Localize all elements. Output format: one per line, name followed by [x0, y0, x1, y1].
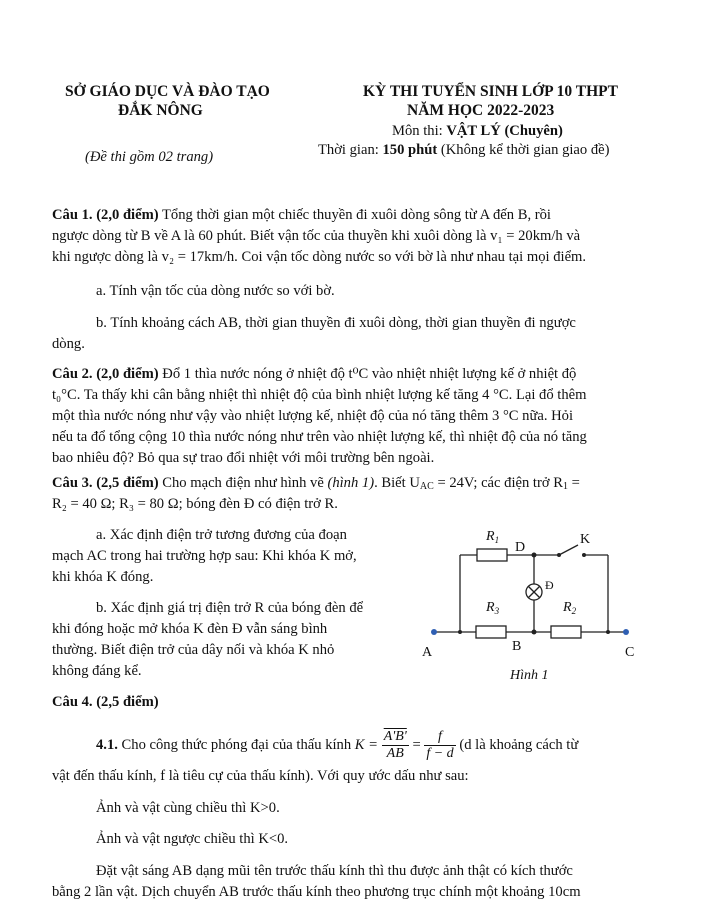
formula-k: K =	[354, 737, 379, 753]
question-3a-line: khi khóa K đóng.	[52, 569, 154, 585]
label-c: C	[625, 645, 635, 660]
label-b: B	[512, 639, 522, 654]
question-2-line: một thìa nước nóng như vậy vào nhiệt lượng kế, nhiệt độ của nó tăng thêm 3 °C nữa. Hỏi	[52, 408, 574, 424]
school-year: NĂM HỌC 2022-2023	[407, 102, 555, 119]
question-2-line: bao nhiêu độ? Bỏ qua sự trao đổi nhiệt với môi trường bên ngoài.	[52, 450, 435, 466]
question-4-1-line: Đặt vật sáng AB dạng mũi tên trước thấu kính thì thu được ảnh thật có kích thước	[96, 863, 573, 879]
question-3a-line: mạch AC trong hai trường hợp sau: Khi khóa K mở,	[52, 548, 357, 564]
sign-rule-2: Ảnh và vật ngược chiều thì K<0.	[96, 831, 289, 847]
sign-rule-1: Ảnh và vật cùng chiều thì K>0.	[96, 800, 280, 816]
node-junction	[458, 630, 462, 634]
node-junction	[606, 630, 610, 634]
question-2-line: t₀°C. Ta thấy khi cân bằng nhiệt thì nhiệt độ của bình nhiệt lượng kế tăng 4 °C. Lại đổ thêm	[52, 387, 587, 403]
fraction-magnification: $\frac{A'B'}{AB}$	[383, 729, 407, 762]
node-b	[532, 630, 537, 635]
question-4-1-label: 4.1.	[96, 737, 118, 753]
label-a: A	[422, 645, 433, 660]
question-3-label: Câu 3. (2,5 điểm)	[52, 475, 159, 491]
question-3b-line: không đáng kể.	[52, 663, 142, 679]
question-3a: a. Xác định điện trở tương đương của đoạn	[96, 527, 347, 543]
terminal-a	[431, 629, 437, 635]
label-lamp: Đ	[545, 578, 554, 592]
resistor-r2	[551, 626, 581, 638]
province-name: ĐẮK NÔNG	[118, 102, 203, 119]
subject-line: Môn thi: VẬT LÝ (Chuyên)	[392, 123, 563, 139]
question-4-1: 4.1. Cho công thức phóng đại của thấu kính K = $\frac{A'B'}{AB}$ = $\frac{f}{f - d}$ (d là khoảng cách từ	[96, 729, 579, 762]
resistor-r3	[476, 626, 506, 638]
question-1b-cont: dòng.	[52, 336, 85, 352]
question-3b-line: thường. Biết điện trở của dây nối và khóa K nhỏ	[52, 642, 335, 658]
node-d	[532, 553, 537, 558]
terminal-c	[623, 629, 629, 635]
question-1b: b. Tính khoảng cách AB, thời gian thuyền đi xuôi dòng, thời gian thuyền đi ngược	[96, 315, 576, 331]
question-1-label: Câu 1. (2,0 điểm)	[52, 207, 159, 223]
label-r2: $R_2$	[563, 600, 577, 616]
label-r3: $R_3$	[486, 600, 500, 616]
circuit-diagram	[418, 522, 648, 692]
question-1a: a. Tính vận tốc của dòng nước so với bờ.	[96, 283, 335, 299]
question-2-label: Câu 2. (2,0 điểm)	[52, 366, 159, 382]
resistor-r1	[477, 549, 507, 561]
question-3-line1: Câu 3. (2,5 điểm) Cho mạch điện như hình vẽ (hình 1). Biết $U_{AC} = 24V$; các điện trở $R_1$ =	[52, 475, 580, 492]
department-name: SỞ GIÁO DỤC VÀ ĐÀO TẠO	[65, 83, 270, 100]
question-1-line: ngược dòng từ B về A là 60 phút. Biết vận tốc của thuyền khi xuôi dòng là v₁ = 20km/h và	[52, 228, 581, 244]
question-2-text: Đổ 1 thìa nước nóng ở nhiệt độ t⁰C vào nhiệt nhiệt lượng kế ở nhiệt độ	[158, 366, 577, 382]
label-r1: $R_1$	[486, 529, 500, 545]
switch-contact	[582, 553, 586, 557]
question-2-line: nếu ta đổ tổng cộng 10 thìa nước nóng như trên vào nhiệt lượng kế, thì nhiệt độ của nó tăng	[52, 429, 587, 445]
question-1	[52, 205, 652, 268]
exam-title: KỲ THI TUYỂN SINH LỚP 10 THPT	[363, 83, 618, 100]
question-4-1-line: bằng 2 lần vật. Dịch chuyển AB trước thấu kính theo phương trục chính một khoảng 10cm	[52, 884, 581, 900]
question-3-line2: R₂ = 40 Ω; R₃ = 80 Ω; bóng đèn Đ có điện trở R.	[52, 496, 338, 512]
question-1-text: Tổng thời gian một chiếc thuyền đi xuôi dòng sông từ A đến B, rồi	[158, 207, 551, 223]
page-count-note: (Đề thi gồm 02 trang)	[85, 149, 214, 165]
figure-caption: Hình 1	[510, 668, 549, 683]
question-3b-line: khi đóng hoặc mở khóa K đèn Đ vẫn sáng bình	[52, 621, 328, 637]
label-k: K	[580, 532, 591, 547]
fraction-focal: $\frac{f}{f - d}$	[426, 729, 454, 762]
question-2	[52, 364, 652, 469]
time-line: Thời gian: 150 phút (Không kể thời gian giao đề)	[318, 142, 610, 158]
question-4-label: Câu 4. (2,5 điểm)	[52, 694, 159, 710]
question-4-1-line: vật đến thấu kính, f là tiêu cự của thấu kính). Với quy ước dấu như sau:	[52, 768, 469, 784]
label-d: D	[515, 540, 526, 555]
question-3b: b. Xác định giá trị điện trở R của bóng đèn để	[96, 600, 364, 616]
question-1-line: khi ngược dòng là v₂ = 17km/h. Coi vận tốc dòng nước so với bờ là như nhau tại mọi điểm.	[52, 249, 587, 265]
switch-k	[559, 545, 578, 555]
switch-pivot	[557, 553, 561, 557]
